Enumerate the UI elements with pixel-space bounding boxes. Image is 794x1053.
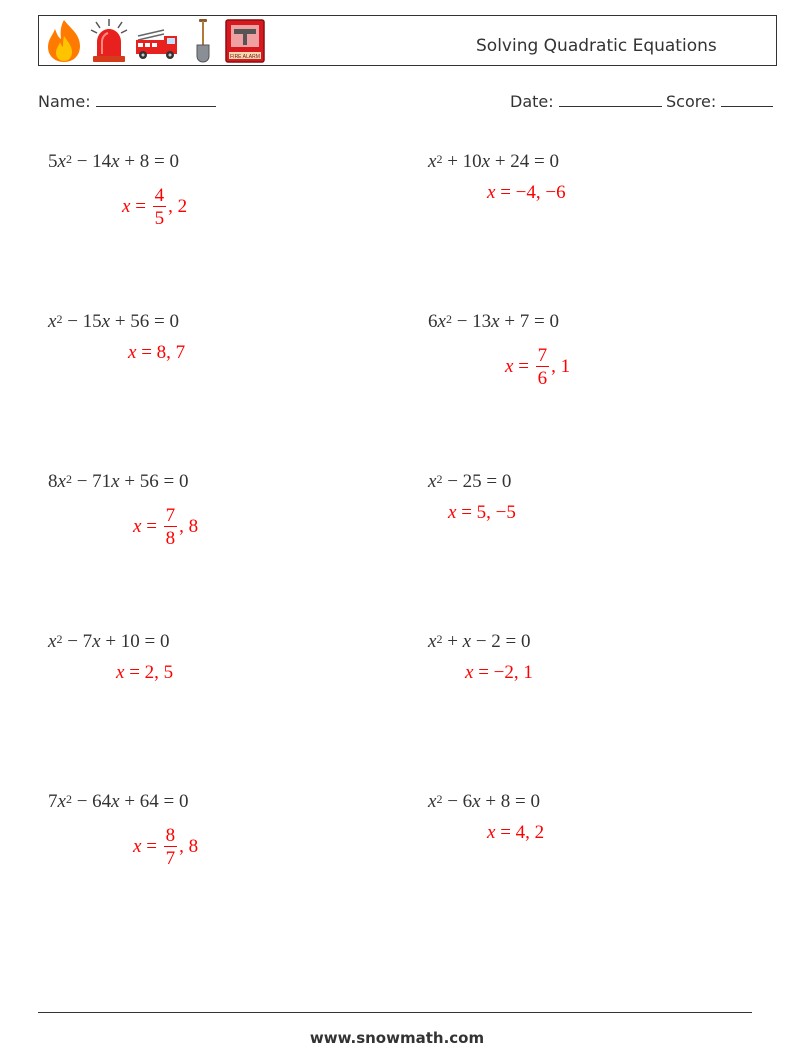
equation-term: − 6 [442, 791, 473, 812]
footer-divider [38, 1012, 752, 1013]
answer-variable: x [128, 342, 137, 363]
exponent: 2 [65, 152, 72, 166]
fraction-numerator: 8 [165, 825, 176, 846]
fraction-numerator: 7 [537, 345, 548, 366]
score-label: Score: [666, 92, 717, 111]
score-blank[interactable] [721, 92, 773, 107]
answer [133, 506, 198, 548]
answer [133, 826, 198, 868]
answer [122, 186, 187, 228]
answer [128, 342, 185, 364]
variable: x [428, 471, 437, 492]
variable: x [111, 791, 120, 812]
variable: x [57, 791, 66, 812]
answer-fraction [536, 346, 550, 388]
answer-values: = 2, 5 [124, 662, 174, 683]
answer-values: = 5, −5 [456, 502, 516, 523]
variable: x [462, 631, 472, 652]
variable: x [481, 151, 491, 172]
fraction-denominator: 5 [154, 208, 165, 229]
variable: x [472, 791, 481, 812]
exponent: 2 [436, 632, 443, 646]
answer-fraction [164, 826, 178, 868]
equation-term: + 56 = 0 [110, 311, 180, 332]
name-blank[interactable] [96, 92, 216, 107]
exponent: 2 [65, 792, 72, 806]
answer-variable: x [116, 662, 125, 683]
exponent: 2 [436, 152, 443, 166]
fraction-denominator: 6 [537, 368, 548, 389]
variable: x [92, 631, 101, 652]
worksheet-title: Solving Quadratic Equations [476, 36, 717, 56]
equals-sign: = [141, 836, 162, 857]
answer-variable: x [505, 356, 514, 377]
equation [48, 791, 189, 813]
variable: x [491, 311, 500, 332]
equation [48, 471, 189, 493]
equation-term: + 24 = 0 [490, 151, 560, 172]
answer-values: = −4, −6 [495, 182, 566, 203]
score-field [666, 92, 773, 111]
answer [487, 822, 544, 844]
exponent: 2 [436, 472, 443, 486]
equation-term: 5 [48, 151, 58, 172]
fire-truck-icon [134, 18, 180, 64]
fraction-denominator: 8 [165, 528, 176, 549]
variable: x [57, 471, 66, 492]
equation-term: − 13 [451, 311, 492, 332]
variable: x [428, 631, 437, 652]
answer-rest: , 1 [551, 356, 571, 377]
exponent: 2 [436, 792, 443, 806]
answer-variable: x [465, 662, 474, 683]
equation-term: + 56 = 0 [119, 471, 189, 492]
answer-fraction [164, 506, 178, 548]
fire-alarm-label: FIRE ALARM [230, 54, 260, 60]
variable: x [111, 471, 120, 492]
date-label: Date: [510, 92, 554, 111]
equation [48, 311, 179, 333]
answer-variable: x [487, 182, 496, 203]
name-label: Name: [38, 92, 91, 111]
equation-term: 6 [428, 311, 438, 332]
equation [428, 631, 531, 653]
equals-sign: = [513, 356, 534, 377]
equation-term: + [442, 631, 463, 652]
equation-term: + 7 = 0 [499, 311, 560, 332]
answer-variable: x [133, 836, 142, 857]
variable: x [111, 151, 120, 172]
footer-website: www.snowmath.com [309, 1029, 485, 1047]
equation-term: − 71 [71, 471, 112, 492]
exponent: 2 [56, 632, 63, 646]
variable: x [48, 631, 57, 652]
exponent: 2 [65, 472, 72, 486]
variable: x [428, 151, 437, 172]
answer-fraction [153, 186, 167, 228]
answer-variable: x [133, 516, 142, 537]
equation-term: − 25 = 0 [442, 471, 512, 492]
equation [428, 311, 559, 333]
name-field [38, 92, 216, 111]
date-field [510, 92, 662, 111]
equation-term: + 8 = 0 [480, 791, 541, 812]
fraction-numerator: 4 [154, 185, 165, 206]
answer [505, 346, 570, 388]
answer-variable: x [487, 822, 496, 843]
exponent: 2 [445, 312, 452, 326]
variable: x [48, 311, 57, 332]
equation [428, 791, 540, 813]
equation-term: 8 [48, 471, 58, 492]
equation [48, 631, 170, 653]
answer [448, 502, 516, 524]
equation-term: − 2 = 0 [471, 631, 531, 652]
equation [48, 151, 179, 173]
answer-rest: , 8 [179, 516, 199, 537]
siren-icon [88, 18, 130, 64]
variable: x [428, 791, 437, 812]
equation-term: + 10 [442, 151, 482, 172]
answer [116, 662, 173, 684]
equation-term: + 64 = 0 [119, 791, 189, 812]
exponent: 2 [56, 312, 63, 326]
variable: x [57, 151, 66, 172]
equation-term: + 10 = 0 [100, 631, 170, 652]
fire-icon [44, 18, 84, 64]
answer-values: = −2, 1 [473, 662, 533, 683]
fraction-denominator: 7 [165, 848, 176, 869]
answer [465, 662, 533, 684]
answer-variable: x [448, 502, 457, 523]
equation-term: − 14 [71, 151, 112, 172]
equation-term: − 7 [62, 631, 93, 652]
fire-alarm-icon [224, 18, 266, 64]
equals-sign: = [141, 516, 162, 537]
variable: x [101, 311, 111, 332]
answer-rest: , 2 [168, 196, 188, 217]
answer-rest: , 8 [179, 836, 199, 857]
equation-term: + 8 = 0 [119, 151, 180, 172]
variable: x [437, 311, 446, 332]
answer-variable: x [122, 196, 131, 217]
equation [428, 471, 511, 493]
equation-term: 7 [48, 791, 58, 812]
equation-term: − 15 [62, 311, 102, 332]
answer-values: = 8, 7 [136, 342, 186, 363]
equation [428, 151, 559, 173]
date-blank[interactable] [559, 92, 662, 107]
equals-sign: = [130, 196, 151, 217]
fraction-numerator: 7 [165, 505, 176, 526]
shovel-icon [192, 18, 214, 64]
worksheet-header [38, 15, 777, 66]
equation-term: − 64 [71, 791, 112, 812]
answer [487, 182, 566, 204]
answer-values: = 4, 2 [495, 822, 545, 843]
